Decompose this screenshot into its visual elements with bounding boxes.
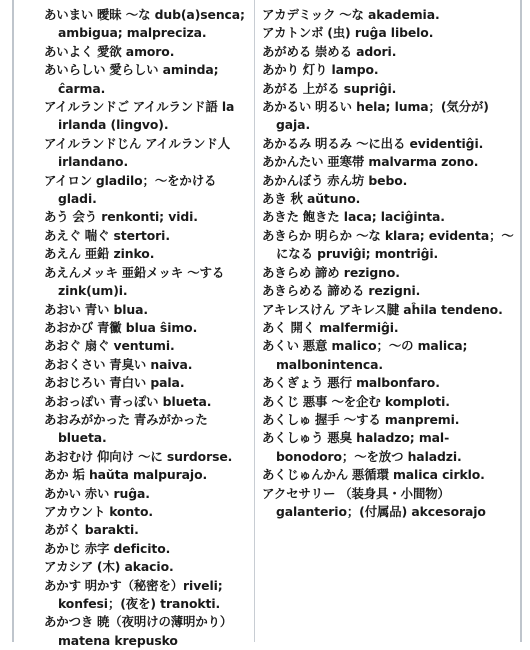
- entry-headword: あおみがかった: [44, 411, 131, 427]
- entry-headword: あおい: [44, 301, 81, 317]
- entry-headword: あう: [44, 209, 69, 225]
- entry-definition: 崇める adori.: [315, 43, 397, 59]
- entry-definition: 青い blua.: [84, 301, 149, 317]
- column-divider: [254, 0, 255, 642]
- entry-definition: 悪循環 malica cirklo.: [351, 467, 485, 483]
- entry-headword: あか: [44, 467, 69, 483]
- entry-headword: あきらめる: [262, 283, 324, 299]
- entry-headword: あくぎょう: [262, 375, 324, 391]
- dictionary-entry: [44, 577, 248, 614]
- dictionary-entry: [262, 282, 516, 300]
- entry-headword: アクセサリー: [262, 485, 336, 501]
- entry-headword: あがる: [262, 80, 299, 96]
- entry-definition: 赤ん坊 bebo.: [327, 172, 408, 188]
- entry-headword: あき: [262, 191, 287, 207]
- entry-definition: 悪事 ～を企む komploti.: [302, 393, 450, 409]
- dictionary-entry: [262, 61, 516, 79]
- entry-definition: 青白い pala.: [109, 375, 185, 391]
- dictionary-entry: [44, 319, 248, 337]
- dictionary-entry: [262, 485, 516, 522]
- entry-definition: アイルランド語 la irlanda (lingvo).: [58, 99, 235, 133]
- entry-headword: あきらめ: [262, 264, 312, 280]
- entry-headword: あがく: [44, 522, 81, 538]
- entry-definition: 赤字 deficito.: [84, 540, 171, 556]
- dictionary-entry: [262, 393, 516, 411]
- entry-headword: あくじ: [262, 393, 299, 409]
- entry-definition: 明かす（秘密を）riveli; konfesi；(夜を) tranokti.: [58, 577, 223, 611]
- entry-headword: あえん: [44, 246, 81, 262]
- dictionary-entry: [262, 208, 516, 226]
- entry-definition: 青臭い naiva.: [109, 356, 193, 372]
- dictionary-entry: [44, 558, 248, 576]
- dictionary-entry: [44, 540, 248, 558]
- page-left-border: [12, 0, 14, 642]
- entry-definition: 青みがかった blueta.: [58, 411, 208, 446]
- entry-headword: あくしゅう: [262, 430, 324, 446]
- entry-definition: 亜鉛メッキ ～する zink(um)i.: [58, 264, 225, 299]
- entry-headword: あかつき: [44, 614, 94, 630]
- entry-definition: 悪臭 haladzo; malbonodoro；～を放つ haladzi.: [276, 430, 462, 464]
- entry-definition: 開く malfermiĝi.: [290, 319, 399, 335]
- entry-definition: 上がる supriĝi.: [302, 80, 397, 96]
- dictionary-entry: [262, 374, 516, 392]
- entry-headword: あく: [262, 319, 287, 335]
- dictionary-entry: [262, 190, 516, 208]
- dictionary-entry: [44, 503, 248, 521]
- entry-definition: 愛欲 amoro.: [97, 43, 175, 59]
- entry-headword: あかい: [44, 485, 81, 501]
- entry-headword: アカデミック: [262, 7, 336, 22]
- entry-headword: あえんメッキ: [44, 264, 118, 280]
- dictionary-entry: [44, 264, 248, 301]
- entry-headword: あくしゅ: [262, 411, 312, 427]
- entry-headword: アカウント: [44, 503, 106, 519]
- entry-definition: konto.: [109, 503, 153, 519]
- entry-definition: 悪意 malico；～の malica; malbonintenca.: [276, 338, 468, 372]
- dictionary-entry: [44, 172, 248, 209]
- entry-headword: あおぐ: [44, 338, 81, 354]
- dictionary-entry: [44, 43, 248, 61]
- entry-definition: 曖昧 ～な dub(a)senca; ambigua; malpreciza.: [58, 7, 245, 41]
- entry-headword: あおっぽい: [44, 393, 106, 409]
- dictionary-entry: [44, 245, 248, 263]
- entry-definition: 諦める rezigni.: [327, 283, 421, 299]
- entry-definition: gladilo；～をかける gladi.: [58, 172, 217, 207]
- dictionary-entry: [262, 337, 516, 374]
- dictionary-entry: [262, 429, 516, 466]
- entry-headword: あいまい: [44, 7, 94, 22]
- entry-headword: あおかび: [44, 319, 94, 335]
- dictionary-entry: [44, 448, 248, 466]
- entry-definition: 握手 ～する manpremi.: [315, 411, 460, 427]
- entry-headword: あいらしい: [44, 62, 106, 78]
- entry-headword: あかるみ: [262, 135, 312, 151]
- entry-definition: 垢 haŭta malpurajo.: [72, 467, 208, 483]
- dictionary-entry: [262, 43, 516, 61]
- entry-definition: 秋 aŭtuno.: [290, 191, 361, 207]
- entry-headword: アカシア: [44, 559, 94, 575]
- entry-definition: 愛らしい aminda; ĉarma.: [58, 62, 219, 96]
- dictionary-entry: [262, 411, 516, 429]
- entry-definition: アイルランド人 irlandano.: [58, 135, 230, 170]
- dictionary-entry: [262, 319, 516, 337]
- entry-headword: アキレスけん: [262, 301, 335, 317]
- dictionary-entry: [44, 466, 248, 484]
- entry-headword: あえぐ: [44, 227, 81, 243]
- entry-headword: あかす: [44, 577, 81, 593]
- entry-headword: アイルランドご: [44, 99, 129, 115]
- entry-definition: 飽きた laca; laciĝinta.: [302, 209, 445, 225]
- dictionary-entry: [262, 135, 516, 153]
- entry-definition: (木) akacio.: [96, 559, 174, 575]
- entry-definition: 亜寒帯 malvarma zono.: [327, 154, 479, 170]
- dictionary-entry: [44, 227, 248, 245]
- entry-definition: 赤い ruĝa.: [84, 485, 150, 501]
- entry-definition: 灯り lampo.: [302, 62, 379, 78]
- entry-definition: 青っぽい blueta.: [109, 393, 212, 409]
- dictionary-entry: [44, 613, 248, 650]
- entry-headword: あかじ: [44, 540, 81, 556]
- entry-headword: アイルランドじん: [44, 135, 142, 151]
- entry-headword: あきた: [262, 209, 299, 225]
- dictionary-entry: [262, 153, 516, 171]
- entry-definition: 悪行 malbonfaro.: [327, 375, 440, 391]
- dictionary-entry: [262, 6, 516, 24]
- dictionary-entry: [44, 301, 248, 319]
- entry-definition: （装身具・小間物） galanterio；(付属品) akcesorajo: [276, 485, 486, 519]
- entry-headword: あかり: [262, 62, 299, 78]
- entry-headword: あおくさい: [44, 356, 106, 372]
- entry-headword: アカトンボ: [262, 25, 324, 41]
- dictionary-entry: [262, 264, 516, 282]
- dictionary-entry: [44, 356, 248, 374]
- dictionary-entry: [44, 411, 248, 448]
- entry-headword: あくい: [262, 338, 299, 354]
- dictionary-entry: [44, 61, 248, 98]
- dictionary-entry: [44, 6, 248, 43]
- dictionary-entry: [262, 227, 516, 264]
- dictionary-entry: [44, 521, 248, 539]
- entry-definition: 明るみ ～に出る evidentiĝi.: [315, 135, 484, 151]
- dictionary-right-column: [262, 6, 516, 521]
- dictionary-entry: [44, 485, 248, 503]
- entry-headword: あかんたい: [262, 154, 324, 170]
- entry-definition: 諦め rezigno.: [315, 264, 400, 280]
- entry-definition: 仰向け ～に surdorse.: [97, 448, 233, 464]
- dictionary-entry: [262, 24, 516, 42]
- page-right-border: [520, 0, 522, 642]
- entry-definition: 青黴 blua ŝimo.: [97, 319, 198, 335]
- entry-definition: 会う renkonti; vidi.: [72, 209, 198, 225]
- entry-headword: アイロン: [44, 172, 93, 188]
- dictionary-entry: [44, 393, 248, 411]
- dictionary-entry: [44, 374, 248, 392]
- entry-headword: あきらか: [262, 227, 312, 243]
- entry-headword: あくじゅんかん: [262, 467, 349, 483]
- dictionary-entry: [262, 301, 516, 319]
- entry-headword: あがめる: [262, 43, 312, 59]
- entry-headword: あいよく: [44, 43, 94, 59]
- entry-definition: 扇ぐ ventumi.: [84, 338, 175, 354]
- dictionary-entry: [44, 135, 248, 172]
- dictionary-left-column: [44, 6, 248, 650]
- entry-definition: アキレス腱 aĥila tendeno.: [338, 301, 503, 317]
- entry-definition: (虫) ruĝa libelo.: [327, 25, 434, 41]
- entry-headword: あおむけ: [44, 448, 94, 464]
- dictionary-entry: [262, 466, 516, 484]
- entry-headword: あおじろい: [44, 375, 106, 391]
- dictionary-entry: [44, 337, 248, 355]
- entry-definition: 明るい hela; luma；(気分が) gaja.: [276, 99, 489, 133]
- entry-definition: 明らか ～な klara; evidenta；～になる pruviĝi; montriĝi.: [276, 227, 514, 262]
- entry-definition: barakti.: [84, 522, 139, 538]
- entry-definition: 暁（夜明けの薄明かり） matena krepusko: [58, 614, 233, 648]
- dictionary-entry: [262, 98, 516, 135]
- entry-definition: ～な akademia.: [339, 7, 440, 22]
- entry-headword: あかるい: [262, 99, 312, 115]
- entry-definition: 亜鉛 zinko.: [84, 246, 155, 262]
- dictionary-entry: [262, 172, 516, 190]
- dictionary-entry: [262, 80, 516, 98]
- entry-headword: あかんぼう: [262, 172, 324, 188]
- dictionary-entry: [44, 98, 248, 135]
- entry-definition: 喘ぐ stertori.: [84, 227, 170, 243]
- dictionary-entry: [44, 208, 248, 226]
